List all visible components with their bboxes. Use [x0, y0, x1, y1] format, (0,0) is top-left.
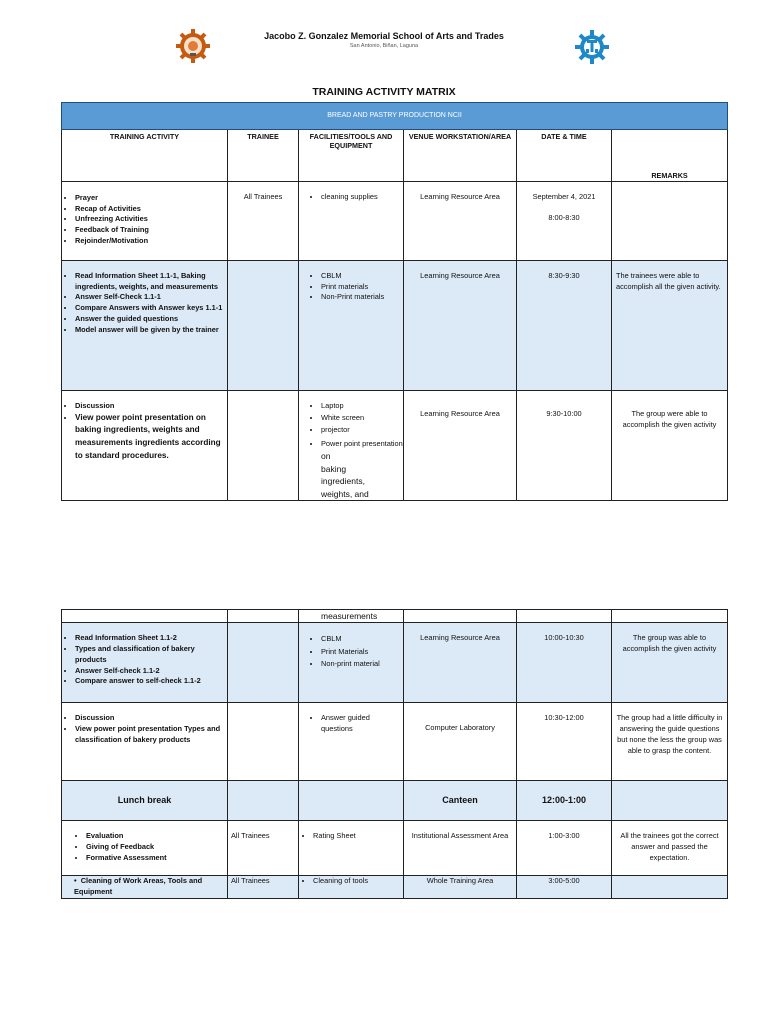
table-row	[62, 876, 728, 898]
bullet: •	[74, 876, 81, 886]
list-item: • Discussion	[75, 713, 223, 724]
list-item: • Answer Self-Check 1.1-1	[75, 292, 227, 303]
document-title: TRAINING ACTIVITY MATRIX	[312, 86, 456, 98]
list-item: • Giving of Feedback	[86, 842, 227, 853]
list-item	[321, 437, 403, 463]
list-item: • Answer the guided questions	[75, 314, 227, 325]
trainee-cell: All Trainees	[228, 876, 299, 898]
col-date-time: DATE & TIME	[517, 130, 612, 182]
remarks-cell	[612, 876, 728, 898]
venue-cell: Learning Resource Area	[404, 623, 517, 703]
activity-text: Cleaning of Work Areas, Tools and Equipment	[74, 876, 203, 897]
list-item: • Compare Answers with Answer keys 1.1-1	[75, 303, 227, 314]
remarks-cell: The trainees were able to accomplish all the given activity.	[612, 261, 728, 391]
document-header	[0, 26, 768, 76]
tools-cell	[299, 623, 404, 703]
list-item: • Non-print material	[321, 658, 403, 671]
list-item: • projector	[321, 424, 403, 436]
remarks-cell: All the trainees got the correct answer and passed the expectation.	[612, 821, 728, 876]
list-item: • Cleaning of tools	[313, 876, 403, 887]
table-row	[62, 182, 728, 261]
tools-cell	[299, 876, 404, 898]
col-venue: VENUE WORKSTATION/AREA	[404, 130, 517, 182]
list-item: • View power point presentation Types and classification of bakery products	[75, 724, 223, 745]
list-item: • Read Information Sheet 1.1-2	[75, 633, 227, 644]
list-item: • Answer guided questions	[321, 713, 403, 734]
list-item: • cleaning supplies	[321, 192, 403, 203]
table-row	[62, 391, 728, 501]
list-item: • Model answer will be given by the trainer	[75, 325, 227, 336]
table-row	[62, 821, 728, 876]
list-item: • Print materials	[321, 282, 403, 293]
tools-cont-line: measurements	[299, 610, 404, 623]
time-cell: 8:30-9:30	[517, 261, 612, 391]
activity-cell	[62, 821, 228, 876]
training-matrix-table-continued	[61, 609, 728, 899]
tools-cell	[299, 261, 404, 391]
list-item: • Formative Assessment	[86, 853, 227, 864]
trainee-cell	[228, 623, 299, 703]
table-header-row	[62, 130, 728, 182]
list-item: • Prayer	[75, 193, 227, 204]
list-item: • CBLM	[321, 271, 403, 282]
trainee-cell	[228, 261, 299, 391]
tools-cont-line: weights, and	[321, 488, 369, 499]
activity-cell	[62, 391, 228, 501]
col-remarks: REMARKS	[612, 130, 728, 182]
tools-cont-line: baking	[321, 464, 347, 475]
list-item: • Compare answer to self-check 1.1-2	[75, 676, 227, 687]
time-cell: 3:00-5:00	[517, 876, 612, 898]
tools-cont-line: ingredients,	[321, 476, 365, 487]
trainee-cell: All Trainees	[228, 182, 299, 261]
activity-cell	[62, 876, 228, 898]
venue-cell: Learning Resource Area	[404, 182, 517, 261]
venue-cell: Computer Laboratory	[404, 703, 517, 781]
list-item: • Evaluation	[86, 831, 227, 842]
list-item: • Rating Sheet	[313, 831, 403, 842]
list-item: • Answer Self-check 1.1-2	[75, 666, 227, 677]
trainee-cell	[228, 391, 299, 501]
list-item: • Print Materials	[321, 646, 403, 659]
venue-cell: Whole Training Area	[404, 876, 517, 898]
tools-cell	[299, 703, 404, 781]
venue-cell: Learning Resource Area	[404, 391, 517, 501]
tools-cell	[299, 821, 404, 876]
list-item: • Laptop	[321, 400, 403, 412]
tools-cell	[299, 391, 404, 501]
tools-text: Power point presentation	[321, 438, 403, 448]
activity-cell	[62, 182, 228, 261]
venue-cell: Institutional Assessment Area	[404, 821, 517, 876]
activity-cell	[62, 623, 228, 703]
training-matrix-table	[61, 102, 728, 501]
table-row	[62, 703, 728, 781]
school-name: Jacobo Z. Gonzalez Memorial School of Arts and Trades	[264, 31, 504, 41]
list-item: • Discussion	[75, 401, 223, 412]
time-cell: 1:00-3:00	[517, 821, 612, 876]
date-time-cell	[517, 182, 612, 261]
venue-cell: Canteen	[404, 781, 517, 821]
time-text: 8:00-8:30	[548, 212, 580, 222]
list-item: • CBLM	[321, 633, 403, 646]
remarks-cell: The group was able to accomplish the given activity	[612, 623, 728, 703]
activity-cell	[62, 261, 228, 391]
time-cell: 10:30-12:00	[517, 703, 612, 781]
activity-cell: Lunch break	[62, 781, 228, 821]
list-item: • Unfreezing Activities	[75, 214, 227, 225]
table-row	[62, 623, 728, 703]
col-facilities: FACILITIES/TOOLS AND EQUIPMENT	[299, 130, 404, 182]
list-item: • Rejoinder/Motivation	[75, 236, 227, 247]
school-address: San Antonio, Biñan, Laguna	[349, 43, 419, 49]
list-item: • Non-Print materials	[321, 292, 403, 303]
tools-cell	[299, 182, 404, 261]
remarks-cell: The group had a little difficulty in answering the guide questions but none the less the group was able to grasp the content.	[612, 703, 728, 781]
trainee-cell: All Trainees	[228, 821, 299, 876]
time-cell: 12:00-1:00	[517, 781, 612, 821]
date-text: September 4, 2021	[532, 192, 596, 201]
list-item: • View power point presentation on baking ingredients, weights and measurements ingredients according to standard procedures.	[75, 412, 223, 463]
time-cell: 9:30-10:00	[517, 391, 612, 501]
list-item: • Types and classification of bakery products	[75, 644, 227, 665]
tesda-logo-icon	[575, 30, 609, 64]
activity-cell	[62, 703, 228, 781]
time-cell: 10:00-10:30	[517, 623, 612, 703]
remarks-cell: The group were able to accomplish the given activity	[612, 391, 728, 501]
col-trainee: TRAINEE	[228, 130, 299, 182]
table-row	[62, 261, 728, 391]
list-item: • Read Information Sheet 1.1-1, Baking ingredients, weights, and measurements	[75, 271, 227, 292]
table-row	[62, 610, 728, 623]
table-row	[62, 781, 728, 821]
trainee-cell	[228, 703, 299, 781]
qualification-banner: BREAD AND PASTRY PRODUCTION NCII	[62, 103, 728, 130]
venue-cell: Learning Resource Area	[404, 261, 517, 391]
col-training-activity: TRAINING ACTIVITY	[62, 130, 228, 182]
tools-text-cont: on	[321, 450, 331, 461]
list-item: • White screen	[321, 412, 403, 424]
list-item: • Recap of Activities	[75, 204, 227, 215]
list-item: • Feedback of Training	[75, 225, 227, 236]
remarks-cell	[612, 182, 728, 261]
